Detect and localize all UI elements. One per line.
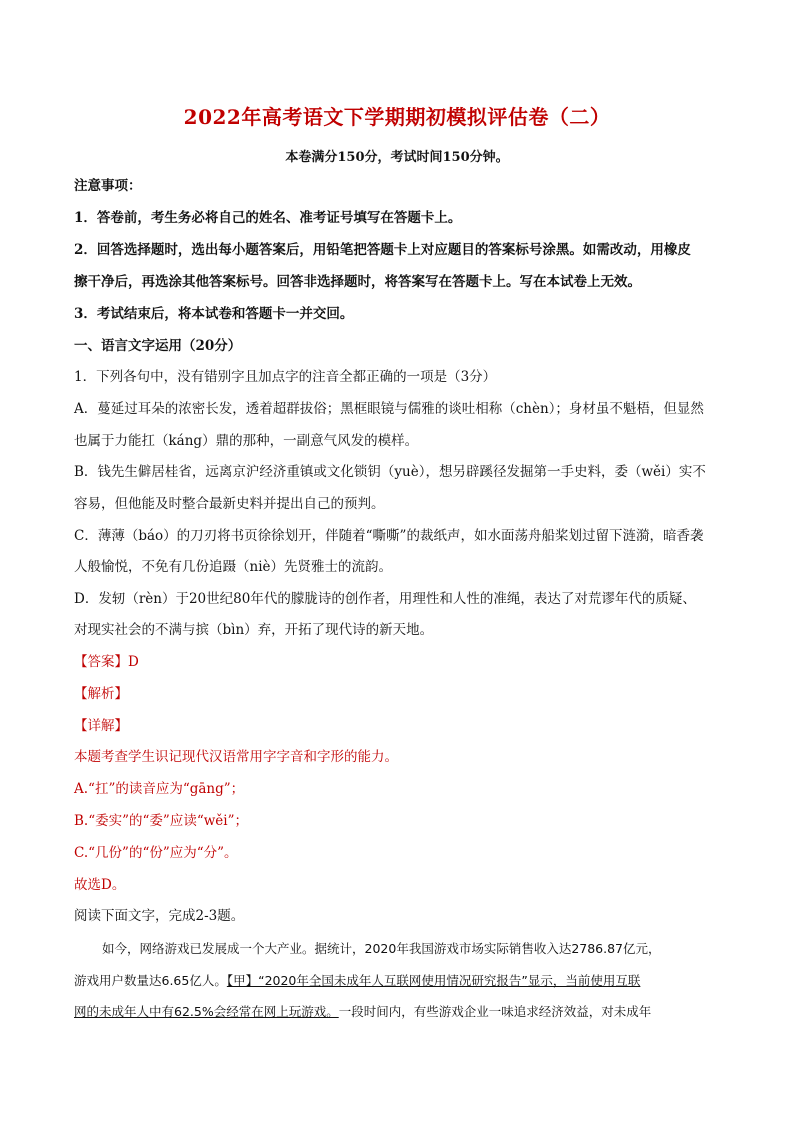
notice-item-2-line-1: 2．回答选择题时，选出每小题答案后，用铅笔把答题卡上对应题目的答案标号涂黑。如需改动，用橡皮 [74, 242, 691, 258]
passage-line-1: 如今，网络游戏已发展成一个大产业。据统计，2020年我国游戏市场实际销售收入达2786.87亿元， [102, 941, 661, 956]
option-c-line-1: C．薄薄（báo）的刀刃将书页徐徐划开，伴随着“嘶嘶”的裁纸声，如水面荡舟船桨划过留下涟漪，暗香袭 [74, 528, 704, 544]
notice-item-2-line-2: 擦干净后，再选涂其他答案标号。回答非选择题时，将答案写在答题卡上。写在本试卷上无效。 [74, 274, 641, 290]
page-title: 2022年高考语文下学期期初模拟评估卷（二） [183, 105, 611, 129]
question-1-stem: 1．下列各句中，没有错别字且加点字的注音全都正确的一项是（3分） [74, 369, 497, 385]
notice-item-1: 1．答卷前，考生务必将自己的姓名、准考证号填写在答题卡上。 [74, 210, 462, 226]
detail-line-1: 本题考查学生识记现代汉语常用字字音和字形的能力。 [74, 749, 398, 765]
passage-line-2-plain: 游戏用户数量达6.65亿人。 [74, 973, 227, 988]
analysis-label: 【解析】 [74, 686, 128, 702]
notice-heading: 注意事项： [74, 178, 142, 194]
detail-label: 【详解】 [74, 718, 128, 734]
option-c-line-2: 人般愉悦，不免有几份追蹑（niè）先贤雅士的流韵。 [74, 559, 393, 575]
passage-underlined-sentence: 【甲】“2020年全国未成年人互联网使用情况研究报告”显示，当前使用互联 [226, 973, 641, 988]
passage-underlined-sentence-end: 网的未成年人中有62.5%会经常在网上玩游戏。 [74, 1004, 339, 1019]
section-heading: 一、语言文字运用（20分） [74, 338, 242, 354]
passage-line-3 [74, 1002, 724, 1022]
detail-line-5: 故选D。 [74, 877, 126, 893]
option-b-line-2: 容易，但他能及时整合最新史料并提出自己的预判。 [74, 496, 385, 512]
option-a-line-1: A．蔓延过耳朵的浓密长发，透着超群拔俗；黑框眼镜与儒雅的谈吐相称（chèn）；身材虽不魁梧，但显然 [74, 401, 704, 417]
exam-info: 本卷满分150分，考试时间150分钟。 [285, 150, 509, 165]
option-a-line-2: 也属于力能扛（káng）鼎的那种，一副意气风发的模样。 [74, 433, 419, 449]
passage-line-2 [74, 971, 724, 991]
reading-instruction: 阅读下面文字，完成2-3题。 [74, 908, 245, 924]
option-b-line-1: B．钱先生僻居桂省，远离京沪经济重镇或文化锁钥（yuè），想另辟蹊径发掘第一手史料，委（wěi）实不 [74, 464, 706, 480]
option-d-line-1: D．发轫（rèn）于20世纪80年代的朦胧诗的创作者，用理性和人性的准绳，表达了对荒谬年代的质疑、 [74, 591, 696, 607]
detail-line-4: C.“几份”的“份”应为“分”。 [74, 845, 238, 861]
detail-line-2: A.“扛”的读音应为“gāng”； [74, 781, 245, 797]
passage-line-3-plain: 一段时间内，有些游戏企业一味追求经济效益，对未成年 [338, 1004, 652, 1019]
option-d-line-2: 对现实社会的不满与摈（bìn）弃，开拓了现代诗的新天地。 [74, 622, 434, 638]
notice-item-3: 3．考试结束后，将本试卷和答题卡一并交回。 [74, 306, 354, 322]
answer-label: 【答案】D [74, 654, 139, 670]
detail-line-3: B.“委实”的“委”应读“wěi”； [74, 813, 248, 829]
